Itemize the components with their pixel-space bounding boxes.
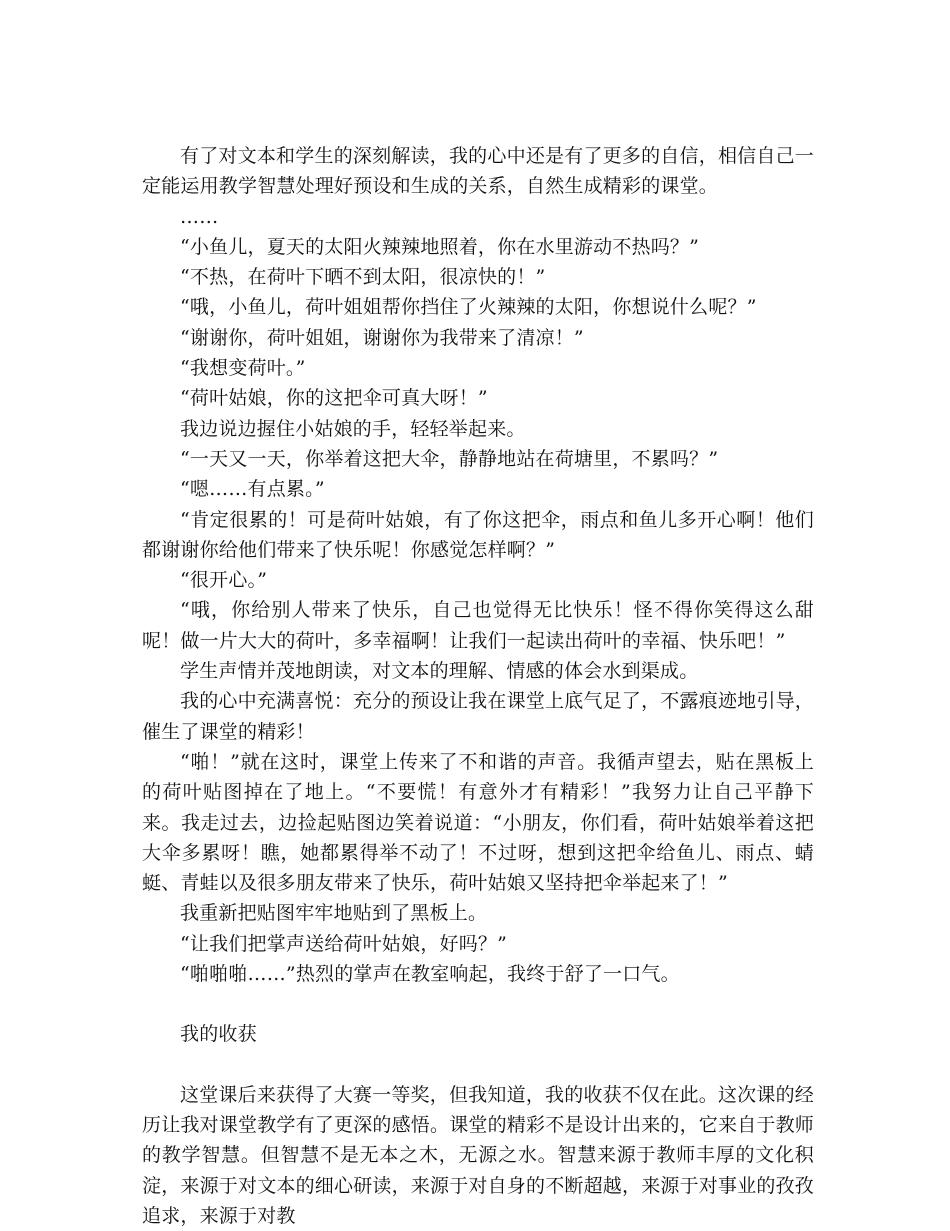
section-heading: 我的收获 [180,1023,257,1046]
paragraph: “啪！”就在这时，课堂上传来了不和谐的声音。我循声望去，贴在黑板上的荷叶贴图掉在了地上。“不要慌！有意外才有精彩！”我努力让自己平静下来。我走过去，边捡起贴图边笑着说道：“小朋友，你们看，荷叶姑娘举着这把大伞多累呀！瞧，她都累得举不动了！不过呀，想到这把伞给鱼儿、雨点、蜻蜓、青蛙以及很多朋友带来了快乐，荷叶姑娘又坚持把伞举起来了！” [142,750,814,895]
dialogue-line: “哦，小鱼儿，荷叶姐姐帮你挡住了火辣辣的太阳，你想说什么呢？” [180,296,757,319]
paragraph: 我的心中充满喜悦：充分的预设让我在课堂上底气足了，不露痕迹地引导，催生了课堂的精彩！ [142,690,814,743]
document-body [142,141,814,1231]
dialogue-line: “一天又一天，你举着这把大伞，静静地站在荷塘里，不累吗？” [180,447,719,470]
dialogue-line: “小鱼儿，夏天的太阳火辣辣地照着，你在水里游动不热吗？” [180,235,700,258]
dialogue-line: “谢谢你，荷叶姐姐，谢谢你为我带来了清凉！” [180,326,584,349]
paragraph: 这堂课后来获得了大赛一等奖，但我知道，我的收获不仅在此。这次课的经历让我对课堂教学有了更深的感悟。课堂的精彩不是设计出来的，它来自于教师的教学智慧。但智慧不是无本之木，无源之水。智慧来源于教师丰厚的文化积淀，来源于对文本的细心研读，来源于对自身的不断超越，来源于对事业的孜孜追求，来源于对教 [142,1083,815,1227]
paragraph: “啪啪啪……”热烈的掌声在教室响起，我终于舒了一口气。 [180,963,680,986]
dialogue-line: “荷叶姑娘，你的这把伞可真大呀！” [180,387,488,410]
paragraph: 有了对文本和学生的深刻解读，我的心中还是有了更多的自信，相信自己一定能运用教学智慧处理好预设和生成的关系，自然生成精彩的课堂。 [142,145,814,198]
paragraph: 我边说边握住小姑娘的手，轻轻举起来。 [180,417,526,440]
dialogue-line: “我想变荷叶。” [180,357,306,380]
dialogue-line: “肯定很累的！可是荷叶姑娘，有了你这把伞，雨点和鱼儿多开心啊！他们都谢谢你给他们带来了快乐呢！你感觉怎样啊？” [142,508,814,561]
paragraph: 我重新把贴图牢牢地贴到了黑板上。 [180,902,488,925]
dialogue-line: “很开心。” [180,569,268,592]
dialogue-line: “哦，你给别人带来了快乐，自己也觉得无比快乐！怪不得你笑得这么甜呢！做一片大大的荷叶，多幸福啊！让我们一起读出荷叶的幸福、快乐吧！” [142,599,814,652]
ellipsis-line: …… [180,205,219,228]
paragraph: 学生声情并茂地朗读，对文本的理解、情感的体会水到渠成。 [180,660,699,683]
dialogue-line: “嗯……有点累。” [180,478,325,501]
dialogue-line: “让我们把掌声送给荷叶姑娘，好吗？” [180,932,508,955]
dialogue-line: “不热，在荷叶下晒不到太阳，很凉快的！” [180,266,546,289]
